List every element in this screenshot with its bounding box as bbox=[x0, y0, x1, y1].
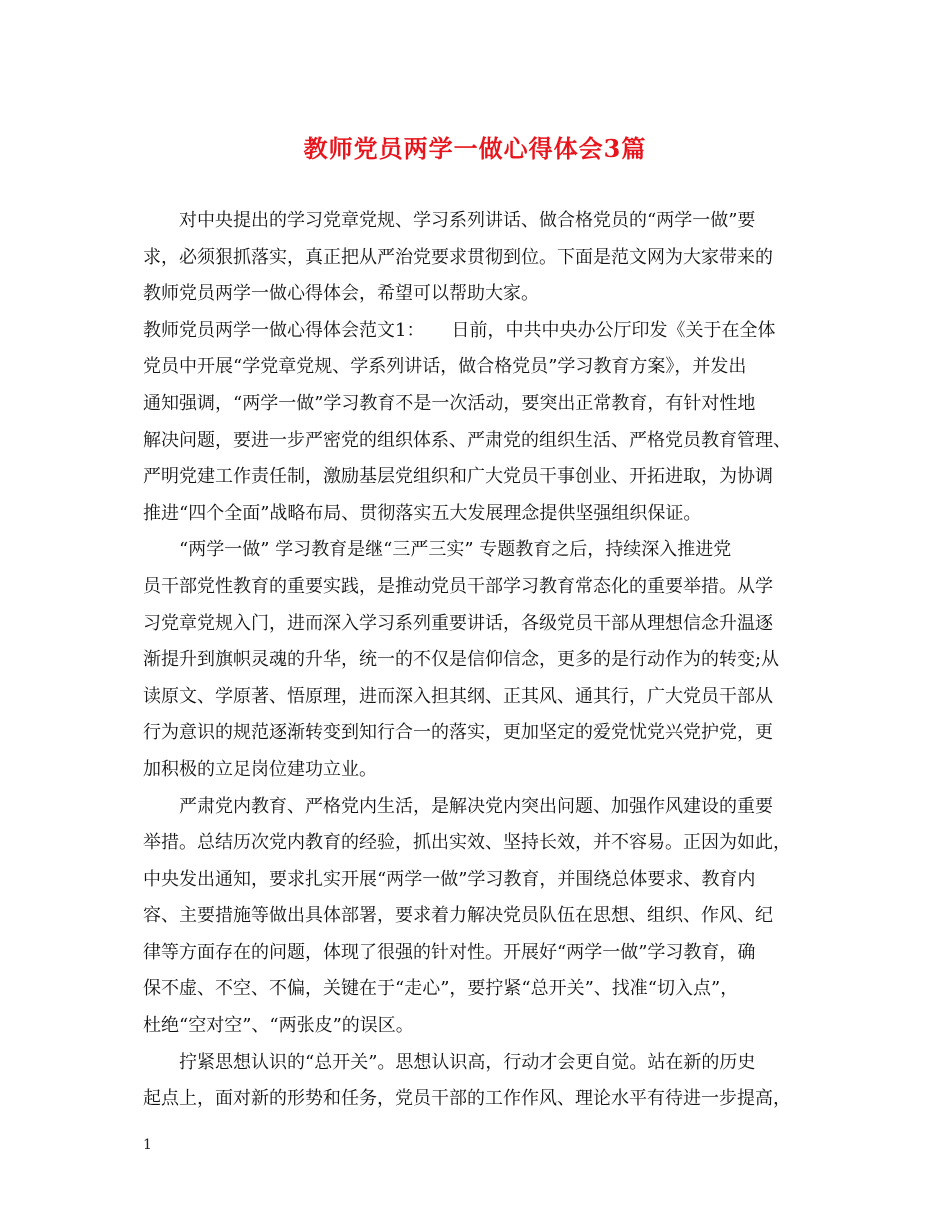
text-line: 通知强调，“两学一做”学习教育不是一次活动，要突出正常教育，有针对性地 bbox=[143, 392, 756, 414]
text-line: 党员中开展“学党章党规、学系列讲话，做合格党员”学习教育方案》，并发出 bbox=[143, 356, 747, 378]
text-line: 读原文、学原著、悟原理，进而深入担其纲、正其风、通其行，广大党员干部从 bbox=[143, 685, 773, 707]
text-line: 员干部党性教育的重要实践，是推动党员干部学习教育常态化的重要举措。从学 bbox=[143, 575, 773, 597]
text-line: 加积极的立足岗位建功立业。 bbox=[143, 758, 377, 780]
text-line: 教师党员两学一做心得体会范文1： 日前，中共中央办公厅印发《关于在全体 bbox=[143, 319, 776, 341]
text-line: 行为意识的规范逐渐转变到知行合一的落实，更加坚定的爱党忧党兴党护党，更 bbox=[143, 722, 773, 744]
text-line: 对中央提出的学习党章党规、学习系列讲话、做合格党员的“两学一做”要 bbox=[179, 210, 756, 231]
text-line: 律等方面存在的问题，体现了很强的针对性。开展好“两学一做”学习教育，确 bbox=[143, 941, 756, 963]
text-line: 举措。总结历次党内教育的经验，抓出实效、坚持长效，并不容易。正因为如此， bbox=[143, 832, 791, 854]
text-line: 拧紧思想认识的“总开关”。思想认识高，行动才会更自觉。站在新的历史 bbox=[179, 1051, 756, 1073]
text-line: 严明党建工作责任制，激励基层党组织和广大党员干事创业、开拓进取，为协调 bbox=[143, 466, 773, 488]
text-line: 容、主要措施等做出具体部署，要求着力解决党员队伍在思想、组织、作风、纪 bbox=[143, 905, 773, 927]
text-line: 求，必须狠抓落实，真正把从严治党要求贯彻到位。下面是范文网为大家带来的 bbox=[143, 246, 773, 268]
text-line: 严肃党内教育、严格党内生活，是解决党内突出问题、加强作风建设的重要 bbox=[179, 795, 773, 817]
text-line: “两学一做” 学习教育是继“三严三实” 专题教育之后，持续深入推进党 bbox=[179, 539, 732, 561]
text-line: 推进“四个全面”战略布局、贯彻落实五大发展理念提供坚强组织保证。 bbox=[143, 502, 702, 524]
text-line: 杜绝“空对空”、“两张皮”的误区。 bbox=[143, 1015, 414, 1037]
text-line: 起点上，面对新的形势和任务，党员干部的工作作风、理论水平有待进一步提高， bbox=[143, 1088, 791, 1110]
text-line: 解决问题，要进一步严密党的组织体系、严肃党的组织生活、严格党员教育管理、 bbox=[143, 429, 791, 451]
text-line: 渐提升到旗帜灵魂的升华，统一的不仅是信仰信念，更多的是行动作为的转变;从 bbox=[143, 649, 780, 671]
document-title: 教师党员两学一做心得体会3篇 bbox=[303, 134, 647, 163]
text-line: 教师党员两学一做心得体会，希望可以帮助大家。 bbox=[143, 283, 539, 305]
text-line: 保不虚、不空、不偏，关键在于“走心”，要拧紧“总开关”、找准“切入点”， bbox=[143, 978, 739, 1000]
text-line: 习党章党规入门，进而深入学习系列重要讲话，各级党员干部从理想信念升温逐 bbox=[143, 612, 773, 634]
document-body bbox=[143, 203, 809, 1118]
page-number: 1 bbox=[143, 1137, 152, 1153]
text-line: 中央发出通知，要求扎实开展“两学一做”学习教育，并围绕总体要求、教育内 bbox=[143, 868, 756, 890]
